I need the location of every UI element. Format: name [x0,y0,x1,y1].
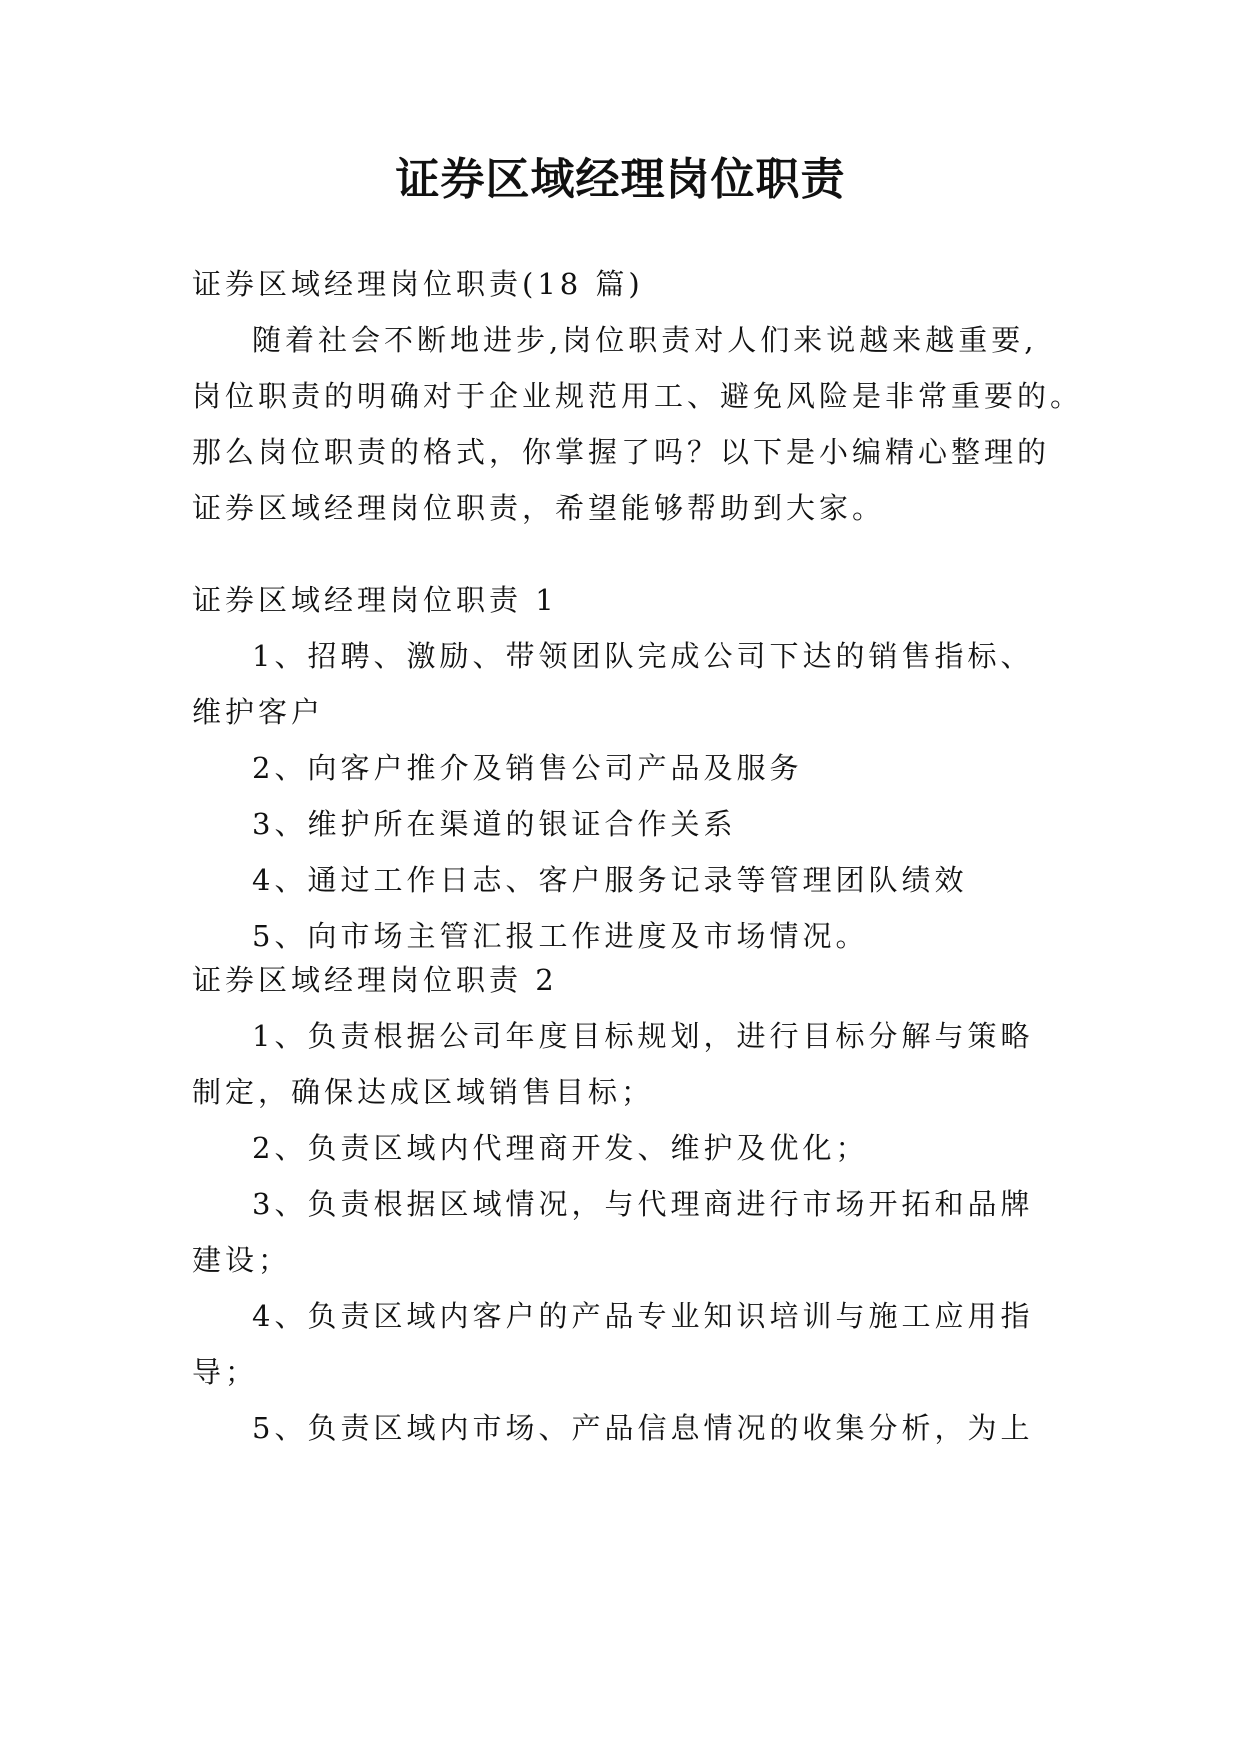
section-1-item-3: 3、维护所在渠道的银证合作关系 [252,807,737,841]
section-2-item-3: 3、负责根据区域情况，与代理商进行市场开拓和品牌 [252,1187,1034,1221]
intro-line-1: 随着社会不断地进步,岗位职责对人们来说越来越重要, [252,323,1038,357]
section-1-item-1: 1、招聘、激励、带领团队完成公司下达的销售指标、 [252,639,1034,673]
section-1-item-4: 4、通过工作日志、客户服务记录等管理团队绩效 [252,863,968,897]
section-2-item-5: 5、负责区域内市场、产品信息情况的收集分析，为上 [252,1411,1034,1445]
document-title: 证券区域经理岗位职责 [395,154,846,205]
section-2-item-2: 2、负责区域内代理商开发、维护及优化； [252,1131,869,1165]
document-subtitle: 证券区域经理岗位职责(18 篇) [192,267,644,301]
intro-line-3: 那么岗位职责的格式，你掌握了吗？以下是小编精心整理的 [192,435,1051,469]
section-1-heading: 证券区域经理岗位职责 1 [192,583,558,617]
section-2-item-1: 1、负责根据公司年度目标规划，进行目标分解与策略 [252,1019,1034,1053]
section-2-item-4-continued: 导； [192,1355,259,1389]
section-2-heading: 证券区域经理岗位职责 2 [192,963,558,997]
intro-line-4: 证券区域经理岗位职责，希望能够帮助到大家。 [192,491,886,525]
intro-line-2: 岗位职责的明确对于企业规范用工、避免风险是非常重要的。 [192,379,1084,413]
section-2-item-1-continued: 制定，确保达成区域销售目标； [192,1075,655,1109]
section-2-item-4: 4、负责区域内客户的产品专业知识培训与施工应用指 [252,1299,1034,1333]
section-1-item-2: 2、向客户推介及销售公司产品及服务 [252,751,803,785]
section-1-item-1-continued: 维护客户 [192,695,325,729]
section-2-item-3-continued: 建设； [192,1243,292,1277]
section-1-item-5: 5、向市场主管汇报工作进度及市场情况。 [252,919,869,953]
